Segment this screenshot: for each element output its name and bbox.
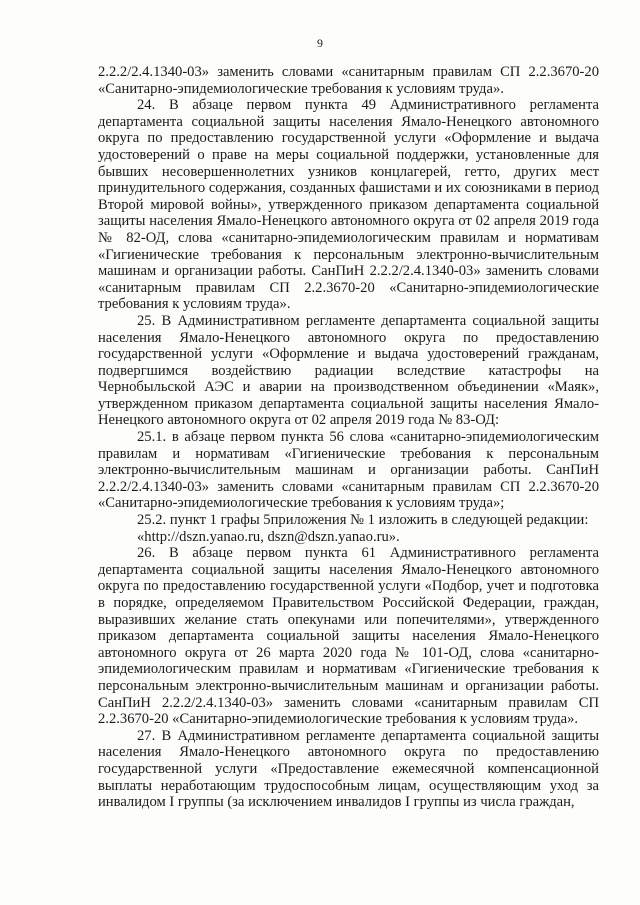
paragraph: 2.2.2/2.4.1340-03» заменить словами «санитарным правилам СП 2.2.3670-20 «Санитарно-эпидемиологические требования к условиям труда».: [98, 64, 599, 97]
paragraph: 25.2. пункт 1 графы 5приложения № 1 изложить в следующей редакции:: [137, 512, 589, 529]
paragraph: 27. В Административном регламенте департамента социальной защиты населения Ямало-Ненецкого автономного округа по предоставлению государственной услуги «Предоставление ежемесячной компенсационной выплаты неработающим трудоспособным лицам, осуществляющим уход за инвалидом I группы (за исключением инвалидов I группы из числа граждан,: [98, 727, 599, 811]
paragraph: 26. В абзаце первом пункта 61 Административного регламента департамента социальной защиты населения Ямало-Ненецкого автономного округа по предоставлению государственной услуги «Подбор, учет и подготовка в порядке, определяемом Правительством Российской Федерации, граждан, выразивших желание стать опекунами или попечителями», утвержденного приказом департамента социальной защиты населения Ямало-Ненецкого автономного округа от 26 марта 2020 года № 101-ОД, слова «санитарно-эпидемиологическим правилам и нормативам «Гигиенические требования к персональным электронно-вычислительным машинам и организации работы. СанПиН 2.2.2/2.4.1340-03» заменить словами «санитарным правилам СП 2.2.3670-20 «Санитарно-эпидемиологические требования к условиям труда».: [98, 545, 599, 728]
document-body: [98, 64, 599, 811]
paragraph: 24. В абзаце первом пункта 49 Административного регламента департамента социальной защиты населения Ямало-Ненецкого автономного округа по предоставлению государственной услуги «Оформление и выдача удостоверений о праве на меры социальной поддержки, установленные для бывших несовершеннолетних узников концлагерей, гетто, других мест принудительного содержания, созданных фашистами и их союзниками в период Второй мировой войны», утвержденного приказом департамента социальной защиты населения Ямало-Ненецкого автономного округа от 02 апреля 2019 года № 82-ОД, слова «санитарно-эпидемиологическим правилам и нормативам «Гигиенические требования к персональным электронно-вычислительным машинам и организации работы. СанПиН 2.2.2/2.4.1340-03» заменить словами «санитарным правилам СП 2.2.3670-20 «Санитарно-эпидемиологические требования к условиям труда».: [98, 97, 599, 313]
paragraph: 25.1. в абзаце первом пункта 56 слова «санитарно-эпидемиологическим правилам и нормативам «Гигиенические требования к персональным электронно-вычислительным машинам и организации работы. СанПиН 2.2.2/2.4.1340-03» заменить словами «санитарным правилам СП 2.2.3670-20 «Санитарно-эпидемиологические требования к условиям труда»;: [98, 429, 599, 512]
paragraph: 25. В Административном регламенте департамента социальной защиты населения Ямало-Ненецкого автономного округа по предоставлению государственной услуги «Оформление и выдача удостоверений гражданам, подвергшимся воздействию радиации вследствие катастрофы на Чернобыльской АЭС и аварии на производственном объединении «Маяк», утвержденном приказом департамента социальной защиты населения Ямало-Ненецкого автономного округа от 02 апреля 2019 года № 83-ОД:: [98, 312, 599, 429]
page-number: 9: [317, 36, 323, 50]
paragraph: «http://dszn.yanao.ru, dszn@dszn.yanao.ru».: [137, 528, 400, 545]
